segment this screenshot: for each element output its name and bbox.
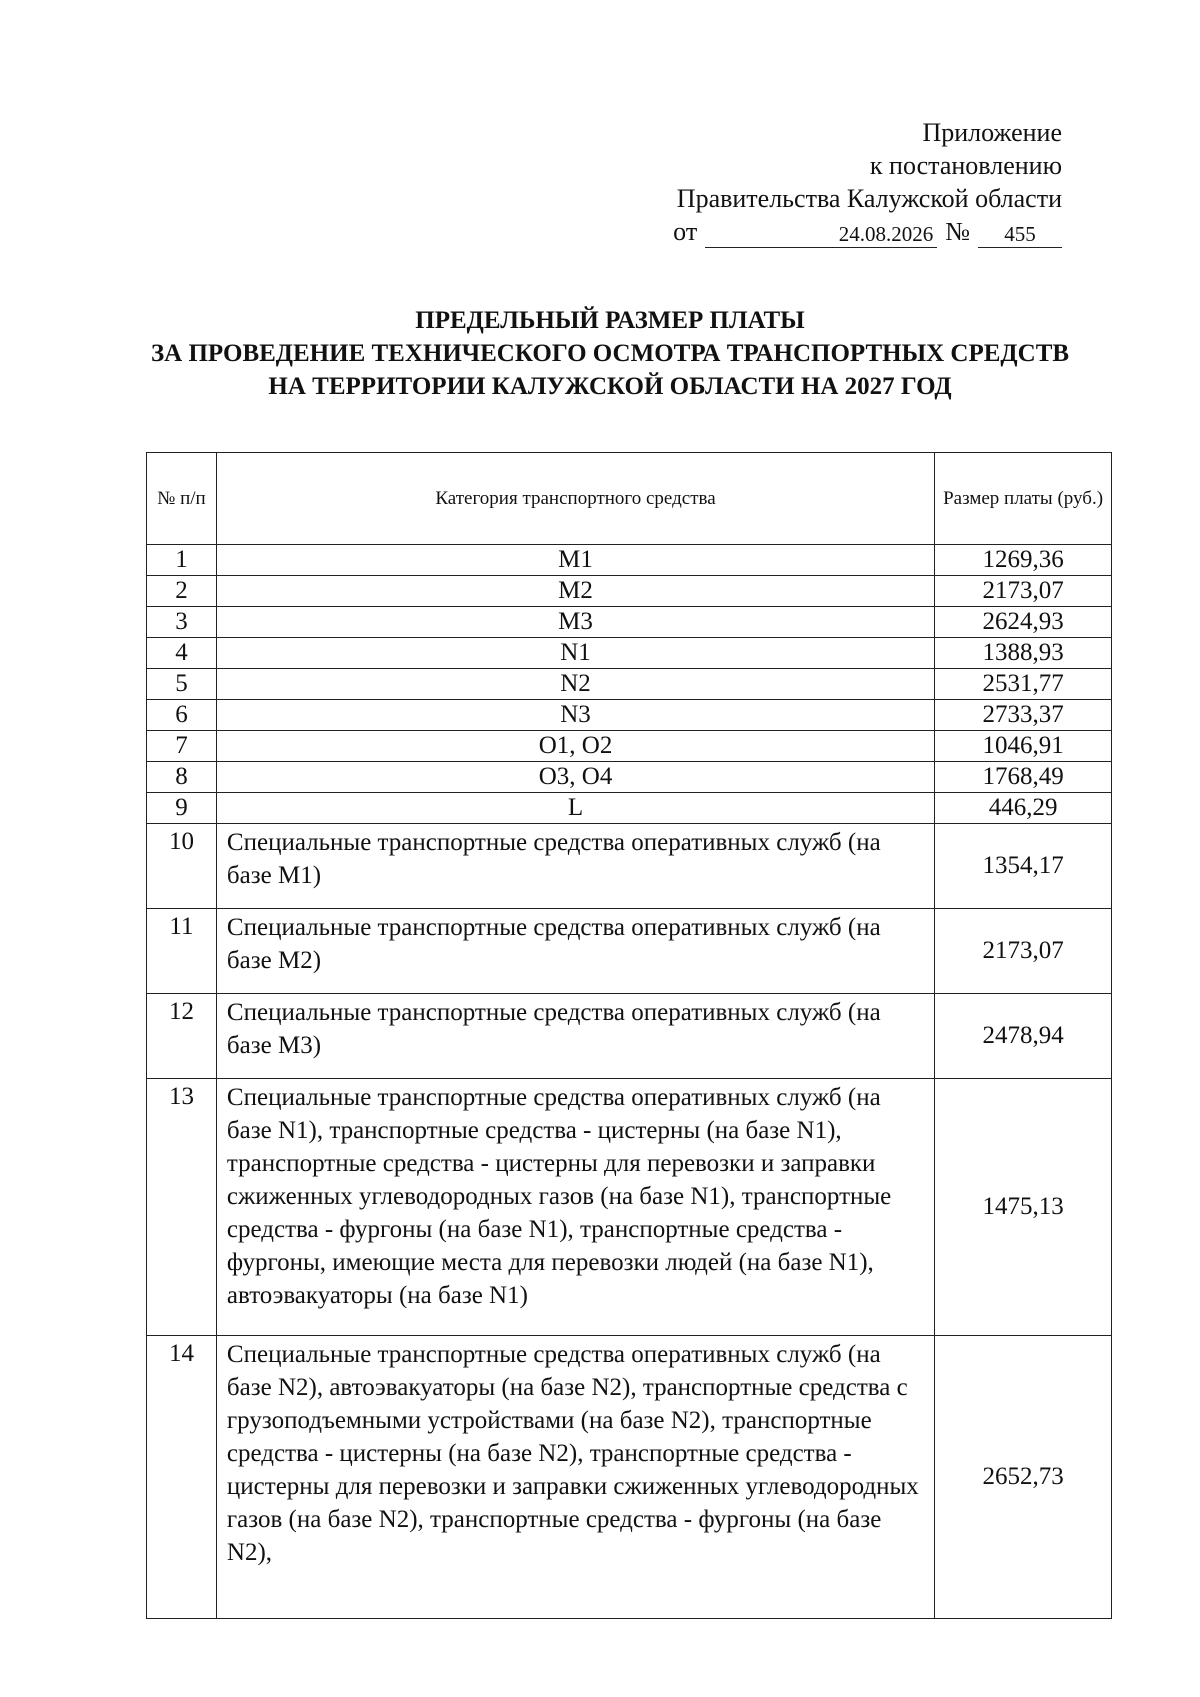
title-line-3: НА ТЕРРИТОРИИ КАЛУЖСКОЙ ОБЛАСТИ НА 2027 ГОД — [268, 373, 952, 400]
row-category: Специальные транспортные средства оперативных служб (на базе М3) — [216, 994, 934, 1079]
row-num: 13 — [147, 1079, 217, 1336]
header-category: Категория транспортного средства — [216, 453, 934, 545]
row-category: М3 — [216, 607, 934, 638]
row-category: О1, О2 — [216, 731, 934, 762]
row-category: О3, О4 — [216, 762, 934, 793]
row-num: 3 — [147, 607, 217, 638]
table-row — [147, 669, 1112, 700]
table-row — [147, 545, 1112, 576]
document-title — [130, 304, 1090, 403]
row-fee: 1269,36 — [935, 545, 1112, 576]
row-category: N2 — [216, 669, 934, 700]
resolution-date: 24.08.2026 — [705, 221, 937, 248]
title-line-2: ЗА ПРОВЕДЕНИЕ ТЕХНИЧЕСКОГО ОСМОТРА ТРАНСПОРТНЫХ СРЕДСТВ — [150, 340, 1070, 367]
row-fee: 1354,17 — [935, 824, 1112, 909]
row-num: 8 — [147, 762, 217, 793]
table-row — [147, 638, 1112, 669]
table-row — [147, 994, 1112, 1079]
row-category: Специальные транспортные средства оперативных служб (на базе М2) — [216, 909, 934, 994]
table-row — [147, 731, 1112, 762]
table-row — [147, 909, 1112, 994]
row-num: 6 — [147, 700, 217, 731]
header-num: № п/п — [147, 453, 217, 545]
row-fee: 2173,07 — [935, 576, 1112, 607]
row-category: М2 — [216, 576, 934, 607]
table-row — [147, 700, 1112, 731]
government-label: Правительства Калужской области — [676, 184, 1062, 213]
row-num: 4 — [147, 638, 217, 669]
row-fee: 1388,93 — [935, 638, 1112, 669]
appendix-label: Приложение — [922, 118, 1062, 147]
row-num: 5 — [147, 669, 217, 700]
table-header-row — [147, 453, 1112, 545]
table-row — [147, 824, 1112, 909]
row-fee: 2173,07 — [935, 909, 1112, 994]
table-row — [147, 607, 1112, 638]
resolution-label: к постановлению — [869, 151, 1062, 180]
row-fee: 446,29 — [935, 793, 1112, 824]
row-num: 12 — [147, 994, 217, 1079]
row-category: М1 — [216, 545, 934, 576]
row-fee: 2624,93 — [935, 607, 1112, 638]
table-row — [147, 1079, 1112, 1336]
row-num: 11 — [147, 909, 217, 994]
row-fee: 2478,94 — [935, 994, 1112, 1079]
header-fee: Размер платы (руб.) — [935, 453, 1112, 545]
row-fee: 2531,77 — [935, 669, 1112, 700]
row-num: 14 — [147, 1336, 217, 1619]
row-fee: 1768,49 — [935, 762, 1112, 793]
table-row — [147, 793, 1112, 824]
row-category: Специальные транспортные средства оперативных служб (на базе N2), автоэвакуаторы (на базе N2), транспортные средства с грузоподъемными устройствами (на базе N2), транспортные средства - цистерны (на базе N2), транспортные средства - цистерны для перевозки и заправки сжиженных углеводородных газов (на базе N2), транспортные средства - фургоны (на базе N2), — [216, 1336, 934, 1619]
title-line-1: ПРЕДЕЛЬНЫЙ РАЗМЕР ПЛАТЫ — [415, 307, 805, 334]
table-row — [147, 576, 1112, 607]
date-prefix: от — [673, 217, 698, 246]
fee-table — [146, 452, 1112, 1619]
row-category: L — [216, 793, 934, 824]
row-num: 7 — [147, 731, 217, 762]
row-num: 10 — [147, 824, 217, 909]
table-row — [147, 1336, 1112, 1619]
date-number-line — [673, 215, 1062, 248]
row-category: Специальные транспортные средства оперативных служб (на базе N1), транспортные средства - цистерны (на базе N1), транспортные средства - цистерны для перевозки и заправки сжиженных углеводородных газов (на базе N1), транспортные средства - фургоны (на базе N1), транспортные средства - фургоны, имеющие места для перевозки людей (на базе N1), автоэвакуаторы (на базе N1) — [216, 1079, 934, 1336]
row-category: Специальные транспортные средства оперативных служб (на базе М1) — [216, 824, 934, 909]
row-fee: 1046,91 — [935, 731, 1112, 762]
row-category: N1 — [216, 638, 934, 669]
row-num: 1 — [147, 545, 217, 576]
row-num: 9 — [147, 793, 217, 824]
number-prefix: № — [945, 217, 970, 246]
row-category: N3 — [216, 700, 934, 731]
row-fee: 2652,73 — [935, 1336, 1112, 1619]
row-fee: 1475,13 — [935, 1079, 1112, 1336]
row-fee: 2733,37 — [935, 700, 1112, 731]
document-header — [673, 116, 1062, 248]
table-row — [147, 762, 1112, 793]
resolution-number: 455 — [978, 221, 1062, 248]
row-num: 2 — [147, 576, 217, 607]
